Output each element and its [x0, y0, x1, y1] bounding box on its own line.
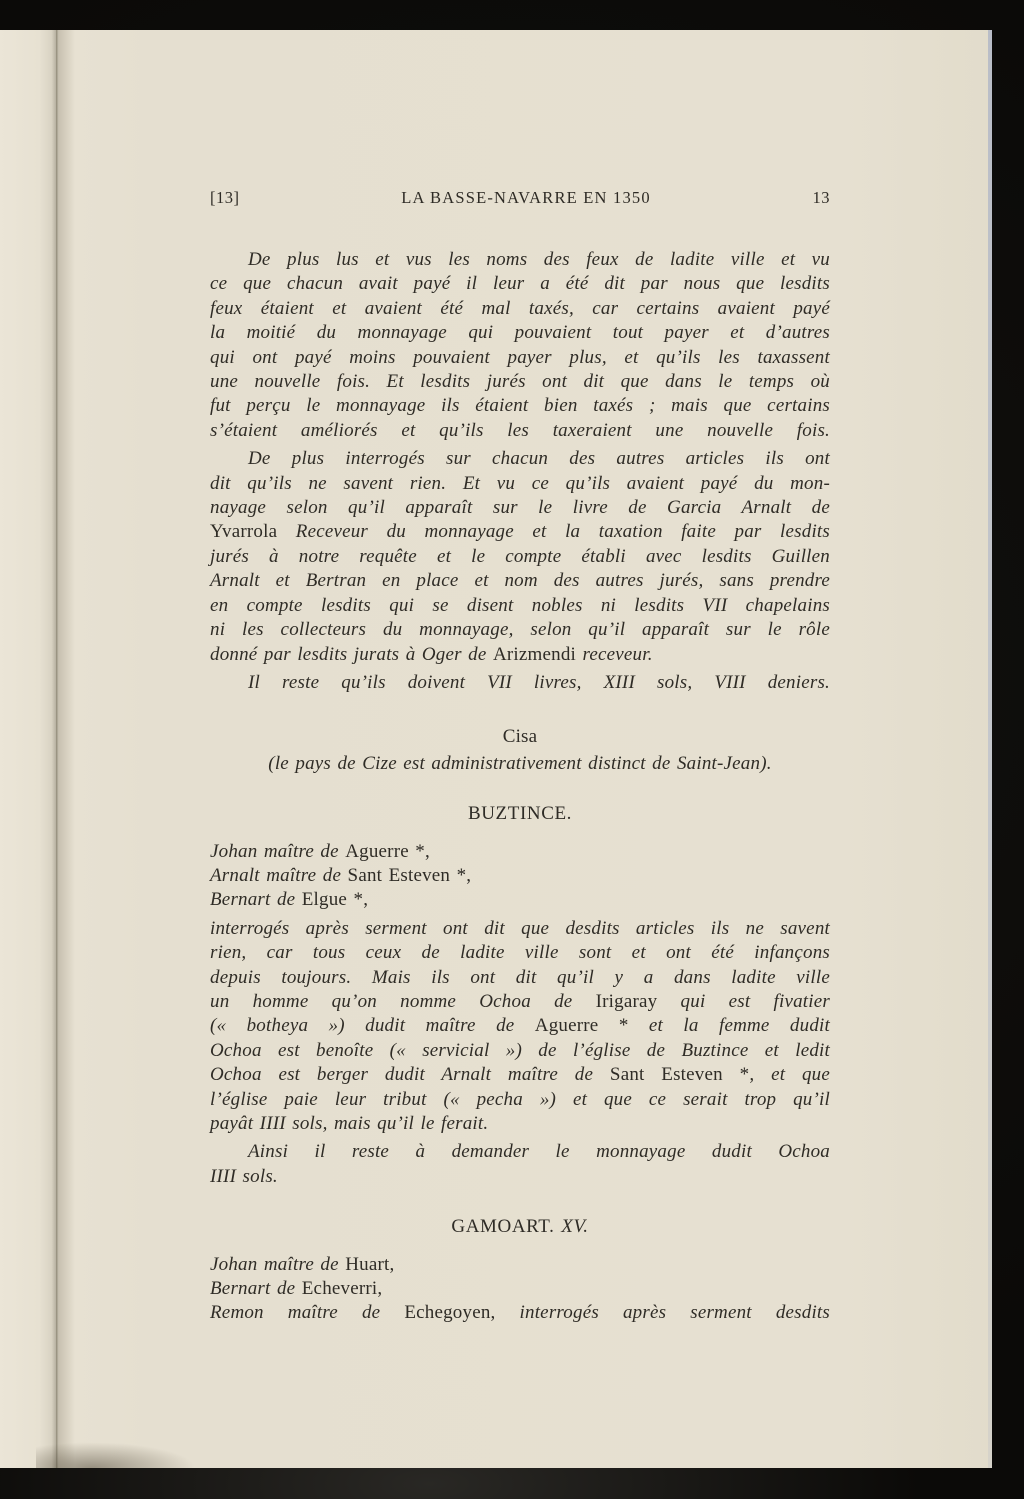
text-segment-italic: Bernart de [210, 1278, 302, 1300]
jurors-gamoart [210, 1253, 830, 1326]
text-line [210, 618, 830, 642]
book-page [0, 30, 992, 1468]
text-segment-italic: Remon maître de [210, 1302, 405, 1324]
text-line [210, 496, 830, 520]
text-line [210, 917, 830, 941]
paragraph-2 [210, 447, 830, 667]
text-segment-italic: ni les collecteurs du monnayage, selon qu’il apparaît sur le rôle [210, 619, 830, 641]
text-segment-roman: Yvarrola [210, 521, 296, 543]
text-line [210, 1277, 830, 1301]
text-segment-italic: Johan maître de [210, 840, 346, 862]
text-segment-italic: un homme qu’on nomme Ochoa de [210, 990, 596, 1012]
text-segment-italic: interrogés après serment ont dit que desdits articles ils ne savent [210, 917, 830, 939]
text-segment-italic: Ochoa est berger dudit Arnalt maître de [210, 1064, 610, 1086]
text-line [210, 941, 830, 965]
text-segment-italic: feux étaient et avaient été mal taxés, car certains avaient payé [210, 297, 830, 319]
text-segment-roman: Sant Esteven *, [347, 864, 472, 886]
text-segment-italic: qui est fivatier [657, 990, 830, 1012]
text-segment-italic: et la femme dudit [628, 1015, 830, 1037]
section-heading-cisa [210, 725, 830, 749]
text-segment-italic: Johan maître de [210, 1253, 346, 1275]
text-segment-italic: IIII sols. [210, 1165, 278, 1187]
text-segment-roman: Elgue *, [301, 889, 369, 911]
text-line [210, 419, 830, 443]
text-segment-roman: Echegoyen, [404, 1302, 496, 1324]
text-segment-italic: interrogés après serment desdits [495, 1302, 831, 1324]
text-line [210, 671, 830, 695]
text-segment-italic: nayage selon qu’il apparaît sur le livre de Garcia Arnalt de [210, 497, 830, 519]
paragraph-4 [210, 917, 830, 1137]
text-segment-italic: XV. [561, 1216, 589, 1238]
text-line [210, 569, 830, 593]
text-line [210, 1014, 830, 1038]
text-line [210, 840, 830, 864]
text-line [210, 545, 830, 569]
text-segment-italic: dit qu’ils ne savent rien. Et vu ce qu’ils avaient payé du mon- [210, 472, 830, 494]
text-segment-italic: depuis toujours. Mais ils ont dit qu’il y a dans ladite ville [210, 966, 830, 988]
text-line [210, 346, 830, 370]
page-content [0, 30, 992, 1468]
text-segment-italic: Arnalt maître de [210, 864, 348, 886]
text-line [210, 1301, 830, 1325]
text-segment-italic: Arnalt et Bertran en place et nom des autres jurés, sans prendre [210, 570, 830, 592]
text-segment-italic: Receveur du monnayage et la taxation faite par lesdits [295, 521, 830, 543]
text-line [210, 594, 830, 618]
text-segment-roman: Aguerre *, [345, 840, 430, 862]
paragraph-3 [210, 671, 830, 695]
text-line [210, 1253, 830, 1277]
text-segment-italic: (« botheya ») dudit maître de [210, 1015, 535, 1037]
running-title: LA BASSE-NAVARRE EN 1350 [401, 188, 651, 207]
text-line [210, 472, 830, 496]
text-segment-roman: Echeverri, [301, 1278, 383, 1300]
text-line [210, 1112, 830, 1136]
text-line [210, 1140, 830, 1164]
paragraph-5 [210, 1140, 830, 1189]
text-line [210, 447, 830, 471]
text-line [210, 1215, 830, 1239]
text-segment-italic: qui ont payé moins pouvaient payer plus, et qu’ils les taxassent [210, 346, 830, 368]
section-heading-gamoart [210, 1215, 830, 1239]
text-line [210, 802, 830, 826]
text-line [210, 1165, 830, 1189]
text-segment-roman: BUZTINCE. [467, 803, 573, 825]
text-line [210, 248, 830, 272]
text-line [210, 643, 830, 667]
text-segment-italic: la moitié du monnayage qui pouvaient tout payer et d’autres [210, 322, 830, 344]
text-segment-roman: Irigaray [595, 990, 658, 1012]
text-segment-roman: Huart, [345, 1253, 395, 1275]
page-body [210, 248, 830, 1326]
text-segment-italic: l’église paie leur tribut (« pecha ») et que ce serait trop qu’il [210, 1088, 830, 1110]
text-line [210, 966, 830, 990]
text-segment-italic: receveur. [576, 643, 653, 665]
text-segment-italic: en compte lesdits qui se disent nobles ni lesdits VII chapelains [210, 594, 830, 616]
text-segment-italic: De plus lus et vus les noms des feux de ladite ville et vu [248, 249, 830, 270]
folio-marker: [13] [210, 188, 240, 207]
text-segment-italic: rien, car tous ceux de ladite ville sont et ont été infançons [210, 942, 830, 964]
text-segment-italic: (le pays de Cize est administrativement distinct de Saint-Jean). [268, 752, 772, 774]
text-segment-roman: Cisa [502, 726, 538, 748]
text-line [210, 520, 830, 544]
text-line [210, 1088, 830, 1112]
text-segment-italic: une nouvelle fois. Et lesdits jurés ont dit que dans le temps où [210, 371, 830, 393]
text-line [210, 752, 830, 776]
text-line [210, 888, 830, 912]
section-heading-buztince [210, 802, 830, 826]
text-line [210, 1063, 830, 1087]
text-line [210, 1039, 830, 1063]
text-segment-italic: donné par lesdits jurats à Oger de [210, 643, 493, 665]
text-segment-italic: fut perçu le monnayage ils étaient bien taxés ; mais que certains [210, 395, 830, 417]
text-line [210, 321, 830, 345]
jurors-buztince [210, 840, 830, 913]
text-segment-italic: Ainsi il reste à demander le monnayage dudit Ochoa [248, 1141, 830, 1163]
text-segment-italic: Bernart de [210, 889, 302, 911]
text-line [210, 394, 830, 418]
page-header [210, 188, 830, 208]
text-segment-roman: Sant Esteven * [609, 1064, 750, 1086]
text-segment-roman: Aguerre * [534, 1015, 629, 1037]
paragraph-1 [210, 248, 830, 443]
section-note-cisa [210, 752, 830, 776]
text-segment-italic: ce que chacun avait payé il leur a été dit par nous que lesdits [210, 273, 830, 295]
text-line [210, 725, 830, 749]
text-segment-roman: Arizmendi [492, 643, 577, 665]
text-segment-italic: , et que [749, 1064, 830, 1086]
text-segment-roman: GAMOART. [451, 1216, 562, 1238]
text-segment-italic: Il reste qu’ils doivent VII livres, XIII sols, VIII deniers. [248, 671, 830, 693]
page-number: 13 [812, 188, 830, 207]
text-segment-italic: Ochoa est benoîte (« servicial ») de l’église de Buztince et ledit [210, 1039, 830, 1061]
text-segment-italic: jurés à notre requête et le compte établi avec lesdits Guillen [210, 545, 830, 567]
text-segment-italic: De plus interrogés sur chacun des autres articles ils ont [248, 448, 830, 470]
text-segment-italic: payât IIII sols, mais qu’il le ferait. [210, 1113, 489, 1134]
text-line [210, 272, 830, 296]
text-line [210, 864, 830, 888]
text-segment-italic: s’étaient améliorés et qu’ils les taxeraient une nouvelle fois. [210, 419, 830, 441]
text-line [210, 297, 830, 321]
text-line [210, 990, 830, 1014]
text-line [210, 370, 830, 394]
